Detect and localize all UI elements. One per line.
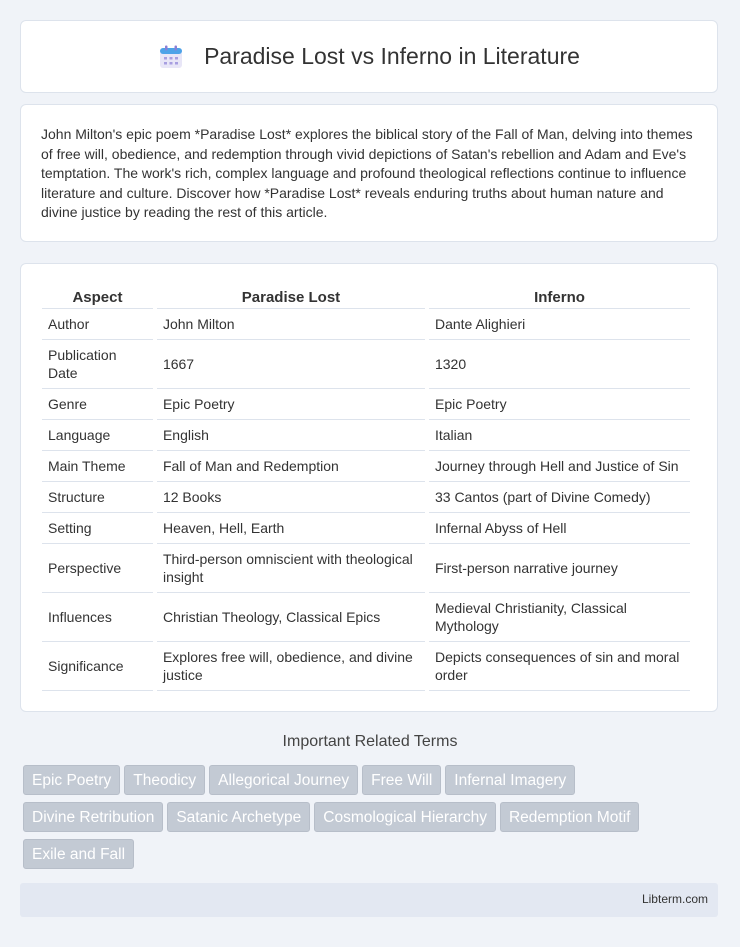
related-terms-list: [23, 765, 723, 876]
tag-satanic-archetype[interactable]: Satanic Archetype: [167, 802, 310, 832]
related-terms-title: Important Related Terms: [282, 733, 458, 750]
table-row: [42, 340, 690, 389]
table-header-row: [42, 285, 690, 309]
intro-card: [20, 104, 718, 242]
table-cell: Epic Poetry: [429, 389, 690, 420]
table-row: [42, 389, 690, 420]
table-cell: 1320: [429, 340, 690, 389]
comparison-table-card: [20, 263, 718, 712]
comparison-table: [38, 285, 694, 691]
table-cell: Genre: [42, 389, 153, 420]
table-cell: Christian Theology, Classical Epics: [157, 593, 425, 642]
table-cell: Perspective: [42, 544, 153, 593]
header-paradise-lost: Paradise Lost: [157, 285, 425, 309]
table-row: [42, 309, 690, 340]
table-cell: 12 Books: [157, 482, 425, 513]
tag-theodicy[interactable]: Theodicy: [124, 765, 205, 795]
table-cell: John Milton: [157, 309, 425, 340]
table-cell: Italian: [429, 420, 690, 451]
table-row: [42, 593, 690, 642]
table-cell: Journey through Hell and Justice of Sin: [429, 451, 690, 482]
table-cell: Explores free will, obedience, and divine justice: [157, 642, 425, 691]
table-cell: 33 Cantos (part of Divine Comedy): [429, 482, 690, 513]
tag-infernal-imagery[interactable]: Infernal Imagery: [445, 765, 575, 795]
table-cell: Dante Alighieri: [429, 309, 690, 340]
table-cell: 1667: [157, 340, 425, 389]
table-cell: Infernal Abyss of Hell: [429, 513, 690, 544]
table-cell: Significance: [42, 642, 153, 691]
tag-epic-poetry[interactable]: Epic Poetry: [23, 765, 120, 795]
footer-site-link[interactable]: Libterm.com: [641, 892, 708, 906]
table-cell: English: [157, 420, 425, 451]
tag-divine-retribution[interactable]: Divine Retribution: [23, 802, 163, 832]
header-inferno: Inferno: [429, 285, 690, 309]
table-cell: Structure: [42, 482, 153, 513]
table-row: [42, 513, 690, 544]
header-aspect: Aspect: [42, 285, 153, 309]
footer: [20, 883, 718, 917]
table-cell: First-person narrative journey: [429, 544, 690, 593]
tag-cosmological-hierarchy[interactable]: Cosmological Hierarchy: [314, 802, 496, 832]
table-cell: Third-person omniscient with theological insight: [157, 544, 425, 593]
title-card: [20, 20, 718, 93]
tag-free-will[interactable]: Free Will: [362, 765, 441, 795]
table-cell: Setting: [42, 513, 153, 544]
table-row: [42, 482, 690, 513]
table-cell: Influences: [42, 593, 153, 642]
table-cell: Publication Date: [42, 340, 153, 389]
table-cell: Fall of Man and Redemption: [157, 451, 425, 482]
calendar-grid-icon: [158, 44, 184, 70]
page-title: Paradise Lost vs Inferno in Literature: [204, 43, 580, 69]
intro-text: John Milton's epic poem *Paradise Lost* explores the biblical story of the Fall of Man, delving into themes of free will, obedience, and redemption through vivid depictions of Satan's rebellion and Adam and Eve's temptation. The work's rich, complex language and profound theological reflections continue to influence literature and culture. Discover how *Paradise Lost* reveals enduring truths about human nature and divine justice by reading the rest of this article.: [41, 126, 693, 220]
table-row: [42, 420, 690, 451]
table-row: [42, 451, 690, 482]
table-cell: Language: [42, 420, 153, 451]
table-cell: Main Theme: [42, 451, 153, 482]
tag-redemption-motif[interactable]: Redemption Motif: [500, 802, 639, 832]
table-row: [42, 544, 690, 593]
table-cell: Author: [42, 309, 153, 340]
tag-allegorical-journey[interactable]: Allegorical Journey: [209, 765, 358, 795]
table-row: [42, 642, 690, 691]
table-cell: Heaven, Hell, Earth: [157, 513, 425, 544]
table-cell: Depicts consequences of sin and moral order: [429, 642, 690, 691]
table-cell: Epic Poetry: [157, 389, 425, 420]
tag-exile-and-fall[interactable]: Exile and Fall: [23, 839, 134, 869]
table-cell: Medieval Christianity, Classical Mythology: [429, 593, 690, 642]
